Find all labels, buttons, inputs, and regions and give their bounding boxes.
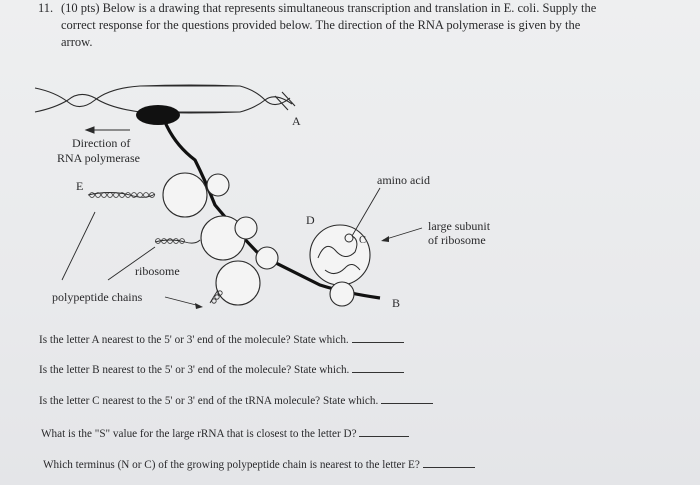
question-number: 11. [38, 1, 54, 15]
bead [132, 193, 137, 198]
direction-label-line1: Direction of [72, 136, 131, 150]
pointer-polypeptide [165, 297, 200, 306]
answer-blank-2[interactable] [352, 363, 404, 373]
large-subunit-line2: of ribosome [428, 233, 486, 247]
question-prompt-line2: correct response for the questions provided below. The direction of the RNA polymerase is given by the [61, 18, 581, 32]
bead [215, 295, 219, 299]
bead [114, 193, 119, 198]
bead [174, 239, 179, 244]
answer-blank-4[interactable] [359, 427, 409, 437]
question-3: Is the letter C nearest to the 5' or 3' end of the tRNA molecule? State which. [39, 394, 433, 407]
label-d: D [306, 213, 315, 227]
bead [168, 239, 173, 244]
answer-blank-1[interactable] [352, 333, 404, 343]
ribosome-small-2 [235, 217, 257, 239]
question-2: Is the letter B nearest to the 5' or 3' end of the molecule? State which. [39, 363, 404, 376]
label-ribosome: ribosome [135, 264, 180, 278]
direction-arrow [86, 127, 130, 133]
ribosome-large-3 [216, 261, 260, 305]
bead [212, 299, 216, 303]
answer-blank-3[interactable] [381, 394, 433, 404]
bead [108, 193, 113, 198]
bead [90, 193, 95, 198]
arrowhead-large-subunit [381, 236, 389, 242]
pointer-amino-acid [352, 188, 380, 236]
label-amino-acid: amino acid [377, 173, 430, 187]
label-c: C [359, 235, 367, 246]
bead [102, 193, 107, 198]
ribosome-small-3 [256, 247, 278, 269]
ribosome-small-1 [207, 174, 229, 196]
bead [162, 239, 167, 244]
question-5: Which terminus (N or C) of the growing polypeptide chain is nearest to the letter E? [43, 458, 475, 471]
label-a: A [292, 114, 301, 128]
bead [138, 193, 143, 198]
label-e: E [76, 179, 84, 193]
large-subunit-line1: large subunit [428, 219, 491, 233]
ribosome-small-4 [330, 282, 354, 306]
question-prompt-line1: (10 pts) Below is a drawing that represents simultaneous transcription and translation in E. coli. Supply the [61, 1, 597, 15]
arrowhead-polypeptide [195, 303, 203, 309]
answer-blank-5[interactable] [423, 458, 475, 468]
question-prompt-line3: arrow. [61, 35, 93, 49]
label-b: B [392, 296, 401, 310]
polypeptide-chain-3 [210, 290, 218, 303]
rna-polymerase [136, 105, 180, 125]
question-1: Is the letter A nearest to the 5' or 3' end of the molecule? State which. [39, 333, 404, 346]
label-polypeptide-chains: polypeptide chains [52, 290, 143, 304]
pointer-e [62, 212, 95, 280]
question-4: What is the "S" value for the large rRNA that is closest to the letter D? [41, 427, 409, 440]
ribosome-large-1 [163, 173, 207, 217]
direction-label-line2: RNA polymerase [57, 151, 140, 165]
